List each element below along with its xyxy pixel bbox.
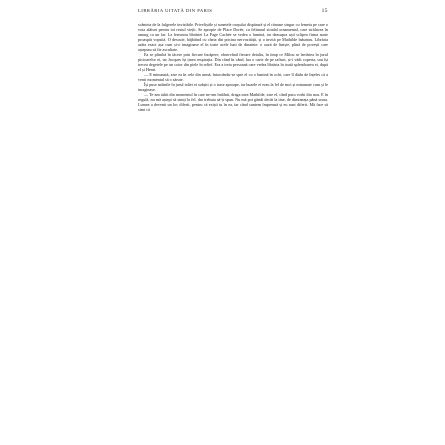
dialogue-paragraph: — Te-am iubit din momentul în care ne-am întâlnit, draga mea Mathilde, zise el, când putu vorbi din nou. E în regulă, nu mă aștept să simți la fel, dar trebuia să-ți spun. Nu mă pot gândi decât la tine, de dimineața până seara. Lumea a devenit un loc diferit, pentru că exiști tu în ea, iar când suntem împreună și eu sunt diferit. Mă face să simt că	[138, 92, 328, 112]
dialogue-paragraph: — E minunată, zise ea în cele din urmă, întorcându-se spre el cu o lumină în ochi, care îl dădu de înțeles că a venit momentul să o sărute.	[138, 72, 328, 82]
paragraph: Ea se plimbă în tăcere prin fiecare încăpere, observând fiecare detaliu, în timp ce Milou se învârtea în jurul picioarelor ei, iar Jacques își ținea respirația. Din când în când, lua o carte de pe rafturi, și-i vădi coperta, sau își trecea degetele pe un cotor din piele în relief. Era a treia persoană care vedea librăria în toată splendoarea ei, după el și Henri.	[138, 52, 328, 72]
body-text	[138, 22, 328, 112]
paragraph: Își puse mâinile în jurul taliei ei subțiri și o trase aproape, iar buzele ei erau la fel de moi și minunate cum și le imaginase.	[138, 82, 328, 92]
running-header	[138, 8, 328, 14]
page-number: 15	[321, 8, 328, 14]
paragraph: scânteia de la fulgerele invizibile. Priveliștile și sunetele orașului dispărură și el rămase singur cu femeia pe care o voia alături pentru tot restul vieții. Se apropie de Place Dorée, cu felinarul stradal ornamental, care strălucea în amurg ca un far. La fereastra librăriei La Page Cachée se vedea o lumină, iar deasupra ușii sclipea firma aurie proaspăt vopsită. O descuie, bâjbâind cu cheia din pricina nervozității, și o invită pe Mathilde înăuntru. Librăria arăta exact așa cum și-o imaginase el în toate acele luni de dinainte: o oază de liniște, plină de povești care așteptau să fie ascultate.	[138, 22, 328, 52]
running-title: LIBRĂRIA UITATĂ DIN PARIS	[138, 8, 213, 13]
